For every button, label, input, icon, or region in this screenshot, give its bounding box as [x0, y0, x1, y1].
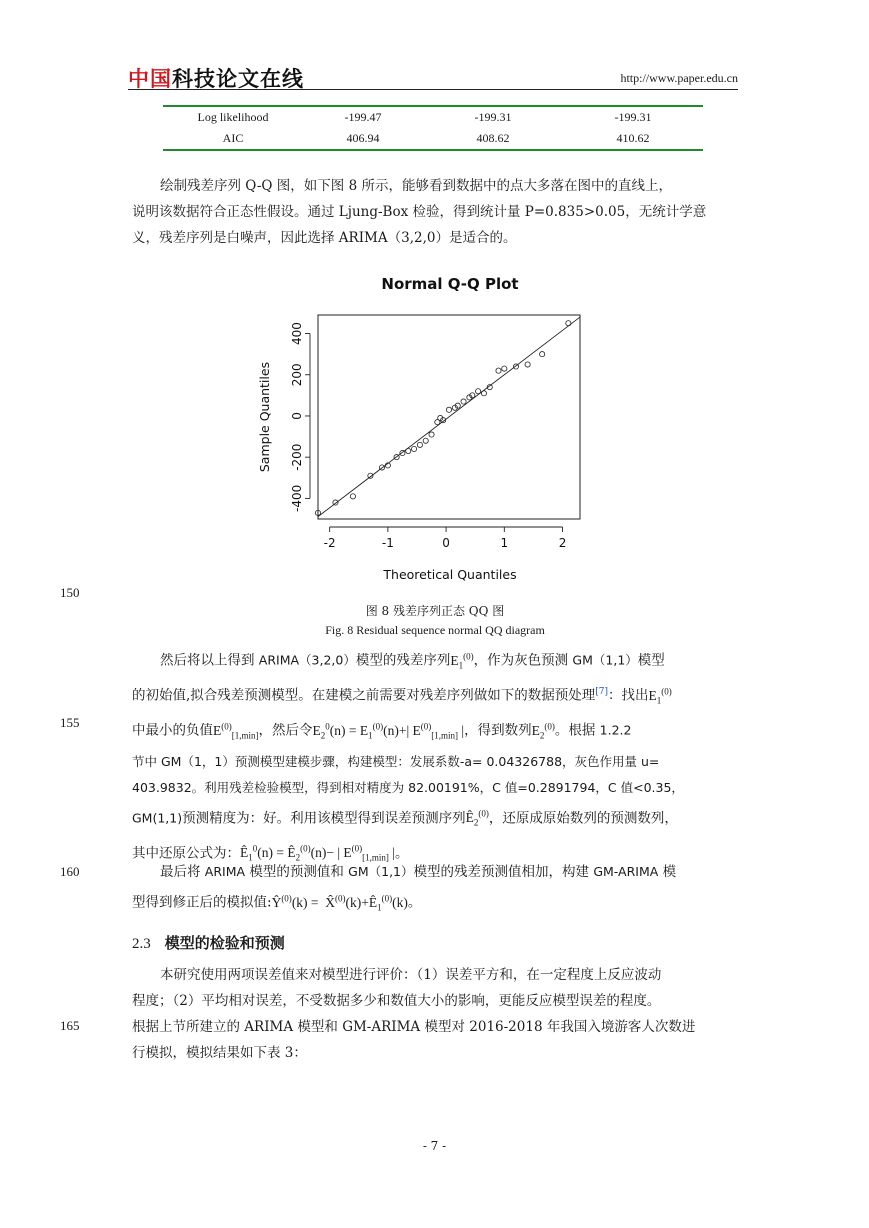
table-cell: 408.62 — [423, 128, 563, 150]
figure-caption-cn: 图 8 残差序列正态 QQ 图 — [365, 604, 505, 618]
paragraph-gm-model: 然后将以上得到 ARIMA（3,2,0）模型的残差序列$E_1^{(0)}$，作为灰色预测 GM（1,1）模型 的初始值,拟合残差预测模型。在建模之前需要对残差序列做如下的数据预处理[7]：找出$E_1^{(0)}$ 中最小的负值$E^{(0)}_{[1,min]}$，然后令$E_2^0(n) = E_1^{(0)}(n)+|$ $E^{(0)}_{[1,min]}$ |，得到数列$E_2^{(0)}$。根据 1.2.2 节中 GM（1，1）预测模型建模步骤，构建模型：发展系数-a= 0.04326788，灰色作用量 u= 403.9832。利用残差检验模型，得到相对精度为 82.00191%，C 值=0.2891794，C 值<0.35， GM(1,1)预测精度为：好。利用该模型得到误差预测序列$Ê_2^{(0)}$，还原成原始数列的预测数列， 其中还原公式为：$Ê_1^0(n)$ = $Ê_2^{(0)}(n)-$ | $E^{(0)}_{[1,min]}$ |。 — [132, 643, 738, 871]
y-tick-label: -200 — [290, 443, 304, 471]
text-line: 中最小的负值$E^{(0)}_{[1,min]}$，然后令$E_2^0(n) = E_1^{(0)}(n)+|$ $E^{(0)}_{[1,min]}$ |，得到数列$E_2^{(0)}$。根据 1.2.2 — [132, 721, 632, 741]
x-axis — [324, 527, 567, 550]
paragraph-gm-arima — [132, 859, 738, 920]
data-point — [333, 500, 338, 505]
line-number: 155 — [60, 715, 80, 730]
table-cell: -199.31 — [423, 106, 563, 128]
data-point — [400, 450, 405, 455]
y-axis — [290, 322, 310, 512]
header-rule — [128, 89, 738, 90]
paragraph-qq-description: 绘制残差序列 Q-Q 图，如下图 8 所示，能够看到数据中的点大多落在图中的直线上， 说明该数据符合正态性假设。通过 Ljung-Box 检验，得到统计量 P=0.835>0.05，无统计学意 义，残差序列是白噪声，因此选择 ARIMA（3,2,0）是适合的。 — [132, 178, 707, 246]
reference-line — [318, 317, 580, 517]
y-tick-label: 0 — [290, 412, 304, 420]
x-tick-label: 2 — [558, 536, 567, 550]
text-line: 的初始值,拟合残差预测模型。在建模之前需要对残差序列做如下的数据预处理[7]：找出$E_1^{(0)}$ — [132, 686, 672, 706]
header-url[interactable]: http://www.paper.edu.cn — [620, 71, 738, 85]
data-point — [423, 438, 428, 443]
y-axis-label: Sample Quantiles — [257, 361, 272, 473]
formula: $Ŷ^{(0)}(k)$ = $X̂^{(0)}(k)+Ê_1^{(0)}(k)$ — [271, 893, 408, 913]
data-point — [350, 494, 355, 499]
table-row — [163, 106, 703, 128]
x-tick-label: -1 — [381, 536, 394, 550]
data-point — [566, 321, 571, 326]
data-point — [496, 368, 501, 373]
model-comparison-table — [163, 105, 703, 151]
data-point — [476, 389, 481, 394]
formula: $Ê_2^{(0)}$ — [465, 808, 489, 828]
formula: $Ê_1^0(n)$ = $Ê_2^{(0)}(n)-$ | $E^{(0)}_{[1,min]}$ | — [240, 843, 395, 863]
data-point — [461, 399, 466, 404]
line-number: 150 — [60, 585, 80, 600]
text-line: 型得到修正后的模拟值$:Ŷ^{(0)}(k)$ = $X̂^{(0)}(k)+Ê_1^{(0)}(k)$。 — [132, 893, 422, 913]
data-point — [417, 442, 422, 447]
data-points — [315, 321, 571, 516]
formula: $E_2^0(n) = E_1^{(0)}(n)+|$ $E^{(0)}_{[1,min]}$ | — [312, 721, 465, 741]
x-tick-label: 1 — [500, 536, 509, 550]
table-cell: -199.47 — [303, 106, 423, 128]
data-point — [406, 448, 411, 453]
line-number: 160 — [60, 864, 80, 879]
y-tick-label: -400 — [290, 484, 304, 513]
y-tick-label: 200 — [290, 363, 304, 387]
text-line: 然后将以上得到 ARIMA（3,2,0）模型的残差序列$E_1^{(0)}$，作为灰色预测 GM（1,1）模型 — [160, 651, 665, 671]
qq-plot-chart — [250, 265, 600, 590]
page-number: - 7 - — [422, 1139, 447, 1153]
x-tick-label: 0 — [442, 536, 450, 550]
journal-logo: 中国科技论文在线 — [128, 67, 304, 91]
formula: $E_1^{(0)}$ — [648, 686, 672, 706]
text-line: 其中还原公式为：$Ê_1^0(n)$ = $Ê_2^{(0)}(n)-$ | $E^{(0)}_{[1,min]}$ |。 — [132, 843, 409, 863]
data-point — [481, 391, 486, 396]
citation-link[interactable]: [7] — [595, 687, 609, 698]
figure-caption-en: Fig. 8 Residual sequence normal QQ diagram — [325, 623, 545, 637]
paragraph-evaluation: 本研究使用两项误差值来对模型进行评价：（1）误差平方和，在一定程度上反应波动 程度；（2）平均相对误差，不受数据多少和数值大小的影响，更能反应模型误差的程度。 根据上节所建立的 ARIMA 模型和 GM-ARIMA 模型对 2016-2018 年我国入境游客人次数进 行模拟，模拟结果如下表 3： — [132, 967, 696, 1061]
table-cell: Log likelihood — [163, 106, 303, 128]
data-point — [429, 432, 434, 437]
section-heading: 2.3 模型的检验和预测 — [132, 934, 285, 952]
x-tick-label: -2 — [323, 536, 336, 550]
data-point — [513, 364, 518, 369]
data-point — [411, 446, 416, 451]
table-row — [163, 128, 703, 150]
table-cell: AIC — [163, 128, 303, 150]
chart-title: Normal Q-Q Plot — [381, 275, 519, 293]
formula: $E_1^{(0)}$ — [450, 651, 474, 671]
table-cell: 410.62 — [563, 128, 703, 150]
line-number: 165 — [60, 1018, 80, 1033]
text-line: GM(1,1)预测精度为：好。利用该模型得到误差预测序列$Ê_2^{(0)}$，还原成原始数列的预测数列， — [132, 808, 678, 828]
data-point — [525, 362, 530, 367]
y-tick-label: 400 — [290, 322, 304, 345]
formula: $E^{(0)}_{[1,min]}$ — [213, 721, 259, 741]
formula: $E_2^{(0)}$ — [531, 721, 555, 741]
data-point — [540, 352, 545, 357]
text-line: 最后将 ARIMA 模型的预测值和 GM（1,1）模型的残差预测值相加，构建 GM-ARIMA 模 — [160, 864, 677, 880]
data-point — [502, 366, 507, 371]
data-point — [446, 407, 451, 412]
x-axis-label: Theoretical Quantiles — [383, 567, 517, 582]
table-cell: 406.94 — [303, 128, 423, 150]
table-cell: -199.31 — [563, 106, 703, 128]
